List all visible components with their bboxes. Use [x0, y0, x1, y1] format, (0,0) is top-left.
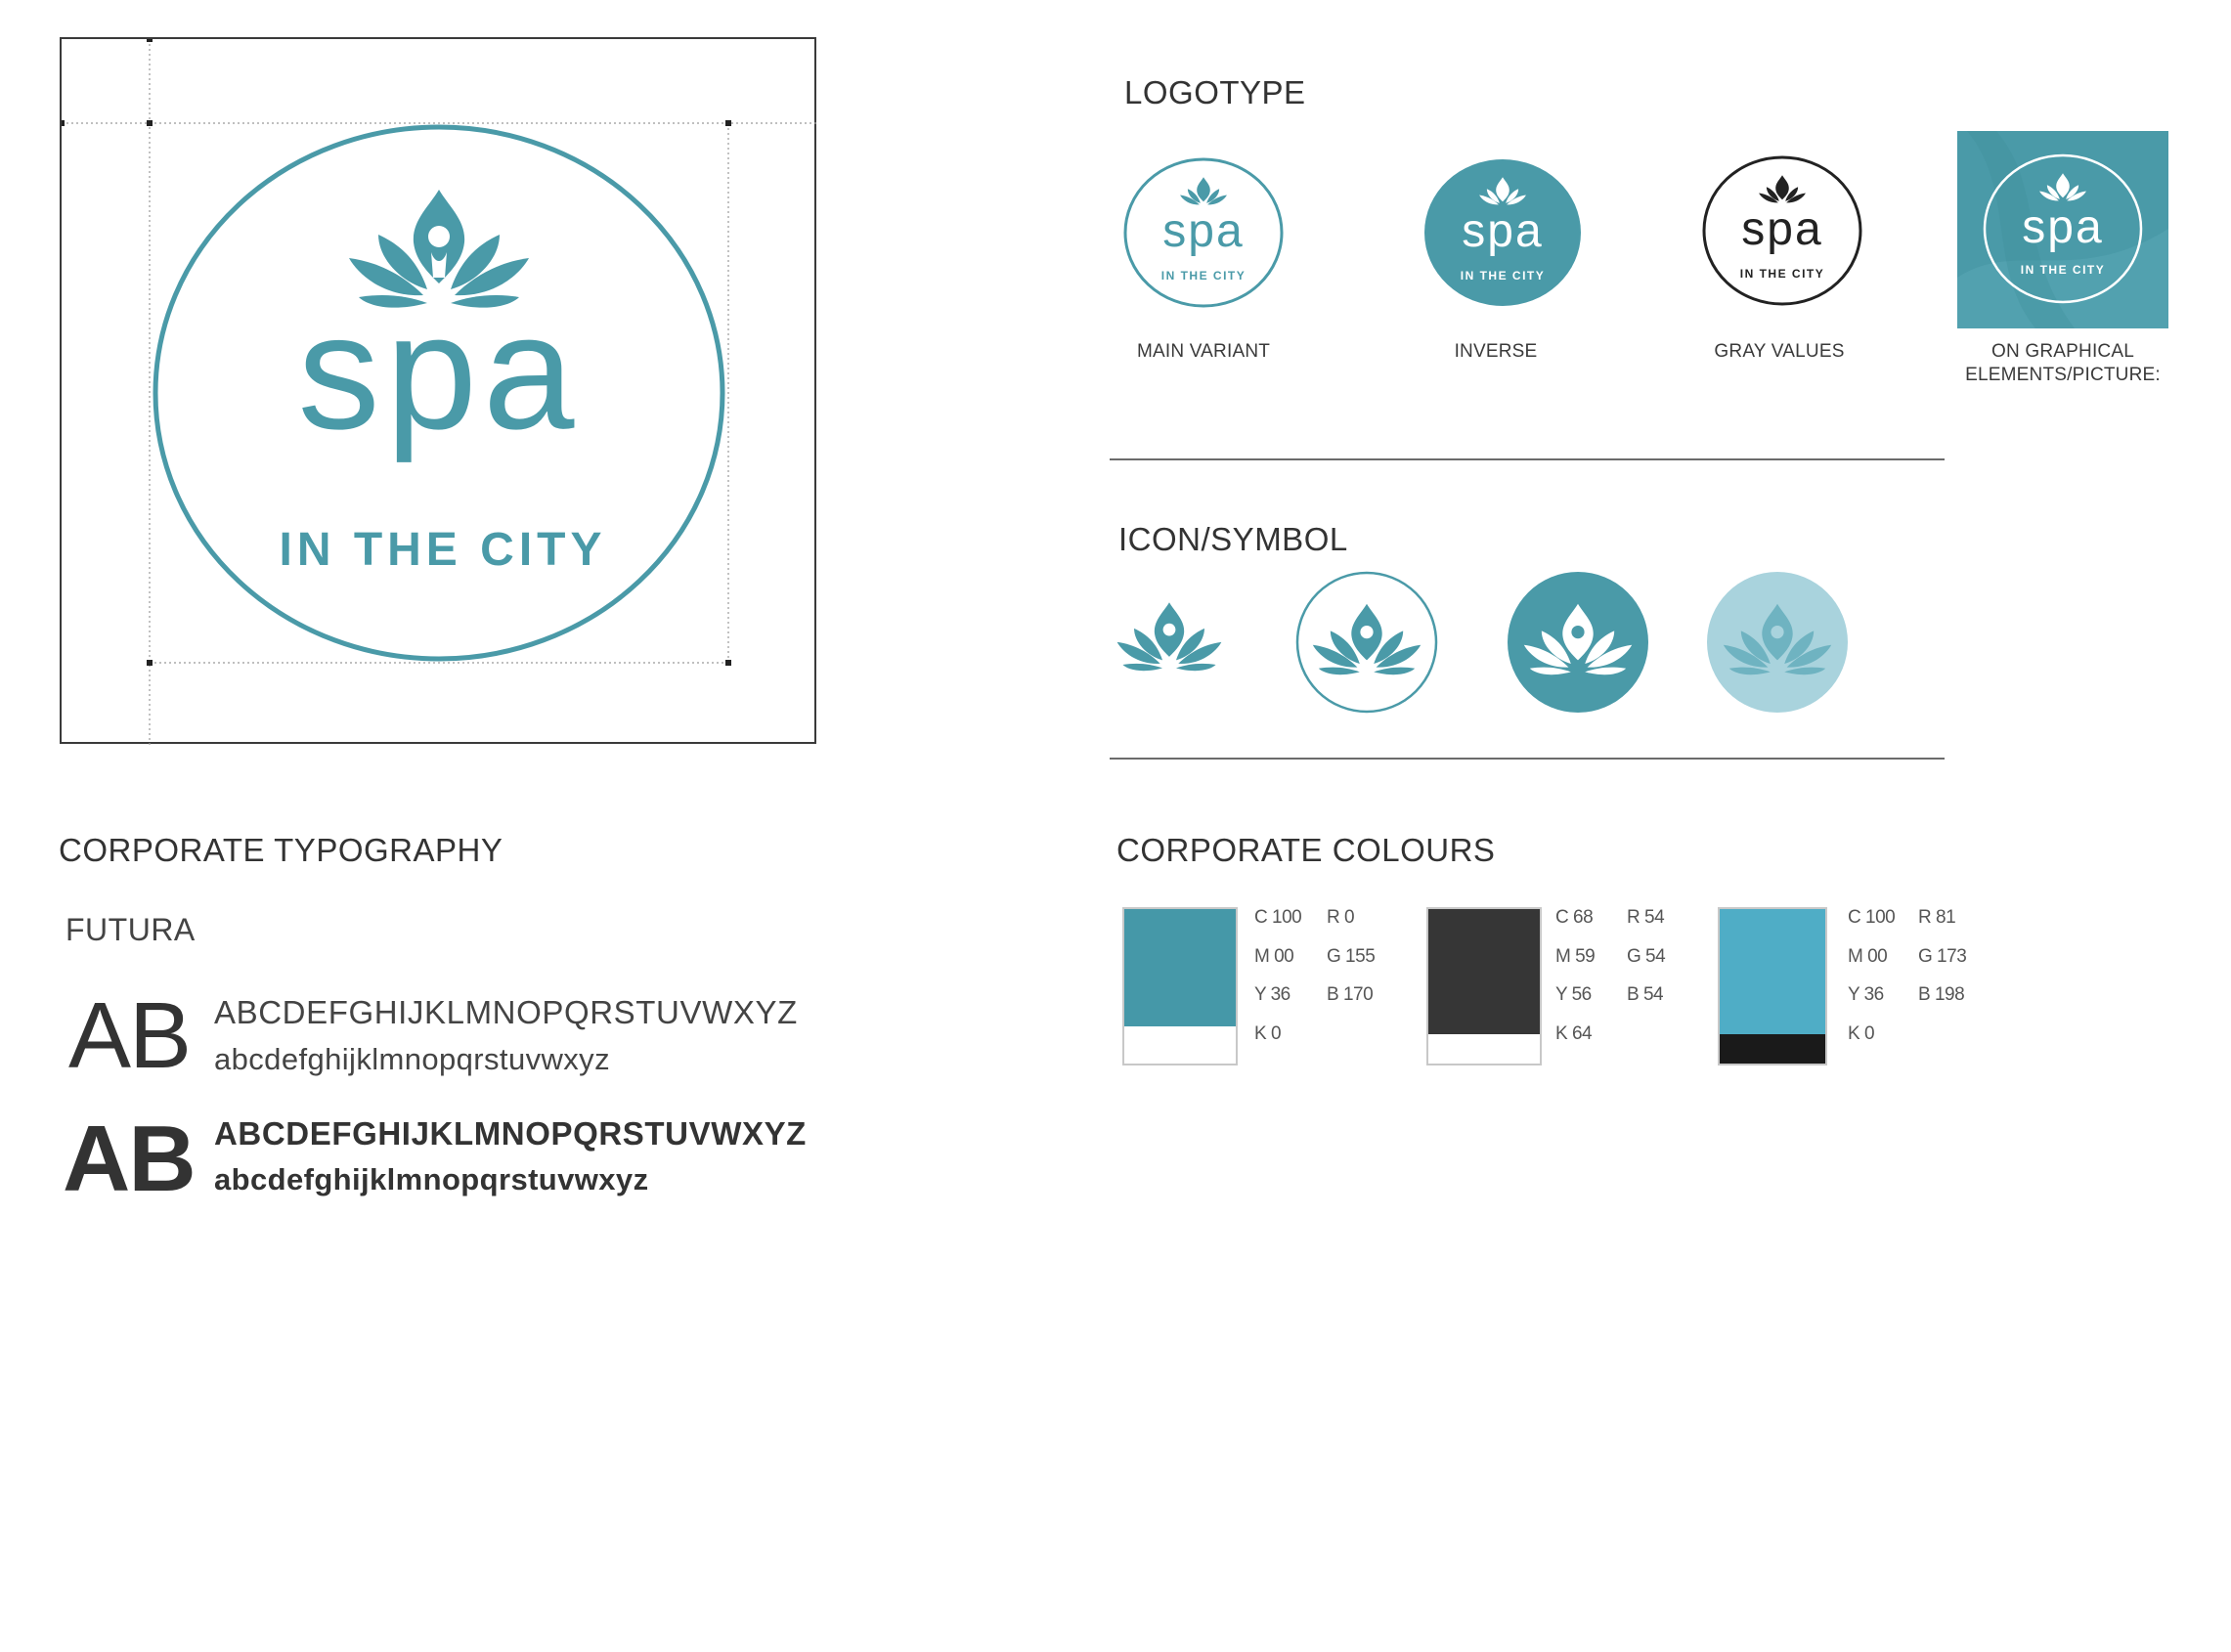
divider — [1110, 758, 1945, 760]
rgb-b: B 170 — [1327, 984, 1374, 1005]
rgb-b: B 54 — [1627, 984, 1664, 1005]
primary-logo-frame — [60, 37, 816, 744]
svg-text:spa: spa — [1162, 205, 1245, 257]
lowercase-regular: abcdefghijklmnopqrstuvwxyz — [214, 1042, 610, 1076]
svg-text:spa: spa — [1462, 205, 1544, 257]
logo-caption-main: MAIN VARIANT — [1136, 341, 1271, 362]
cmyk-y: Y 56 — [1555, 984, 1592, 1005]
cmyk-k: K 64 — [1555, 1023, 1593, 1044]
lotus-outline-icon — [1294, 570, 1439, 715]
svg-text:IN THE CITY: IN THE CITY — [1160, 269, 1247, 283]
colour-swatch-dark-gray — [1426, 907, 1542, 1065]
uppercase-regular: ABCDEFGHIJKLMNOPQRSTUVWXYZ — [214, 994, 798, 1030]
cmyk-k: K 0 — [1848, 1023, 1875, 1044]
colour-swatch-light-blue — [1718, 907, 1827, 1065]
logotype-title: LOGOTYPE — [1124, 74, 1306, 110]
uppercase-bold: ABCDEFGHIJKLMNOPQRSTUVWXYZ — [214, 1115, 807, 1152]
rgb-g: G 54 — [1627, 946, 1666, 967]
logo-on-picture — [1957, 131, 2168, 328]
typography-title: CORPORATE TYPOGRAPHY — [59, 832, 503, 868]
sample-ab-regular: AB — [68, 983, 191, 1088]
swatch-primary-fill — [1720, 909, 1825, 1034]
font-name: FUTURA — [66, 912, 196, 947]
swatch-primary-fill — [1124, 909, 1236, 1026]
logo-caption-picture: ON GRAPHICAL ELEMENTS/PICTURE: — [1965, 341, 2161, 385]
cmyk-m: M 00 — [1254, 946, 1294, 967]
svg-text:spa: spa — [1741, 203, 1823, 255]
colours-title: CORPORATE COLOURS — [1116, 832, 1496, 868]
cmyk-m: M 59 — [1555, 946, 1596, 967]
svg-text:IN THE CITY: IN THE CITY — [1739, 267, 1825, 281]
colour-swatch-teal — [1122, 907, 1238, 1065]
logo-main-variant — [1122, 156, 1285, 309]
cmyk-y: Y 36 — [1254, 984, 1290, 1005]
rgb-r: R 54 — [1627, 907, 1665, 928]
swatch-foot-fill — [1720, 1034, 1825, 1064]
logo-wordmark: spa — [297, 280, 581, 463]
logo-caption-inverse: INVERSE — [1454, 341, 1538, 362]
lotus-filled-icon — [1506, 570, 1650, 715]
cmyk-m: M 00 — [1848, 946, 1888, 967]
lotus-light-icon — [1705, 570, 1850, 715]
rgb-b: B 198 — [1918, 984, 1965, 1005]
logo-tagline: IN THE CITY — [279, 524, 607, 576]
logo-caption-gray: GRAY VALUES — [1714, 341, 1845, 362]
rgb-r: R 0 — [1327, 907, 1355, 928]
sample-ab-bold: AB — [63, 1107, 195, 1211]
cmyk-c: C 100 — [1254, 907, 1302, 928]
divider — [1110, 458, 1945, 460]
cmyk-y: Y 36 — [1848, 984, 1884, 1005]
icon-symbol-title: ICON/SYMBOL — [1118, 521, 1348, 557]
svg-text:spa: spa — [2022, 201, 2104, 253]
rgb-r: R 81 — [1918, 907, 1956, 928]
logo-gray-values — [1701, 154, 1863, 307]
cmyk-c: C 100 — [1848, 907, 1896, 928]
svg-text:IN THE CITY: IN THE CITY — [2020, 263, 2106, 277]
lotus-icon — [1115, 590, 1224, 696]
cmyk-k: K 0 — [1254, 1023, 1282, 1044]
svg-text:IN THE CITY: IN THE CITY — [1460, 269, 1546, 283]
rgb-g: G 155 — [1327, 946, 1376, 967]
rgb-g: G 173 — [1918, 946, 1967, 967]
lowercase-bold: abcdefghijklmnopqrstuvwxyz — [214, 1162, 649, 1196]
cmyk-c: C 68 — [1555, 907, 1594, 928]
spa-logo — [150, 123, 728, 663]
swatch-primary-fill — [1428, 909, 1540, 1034]
logo-inverse — [1422, 156, 1584, 309]
